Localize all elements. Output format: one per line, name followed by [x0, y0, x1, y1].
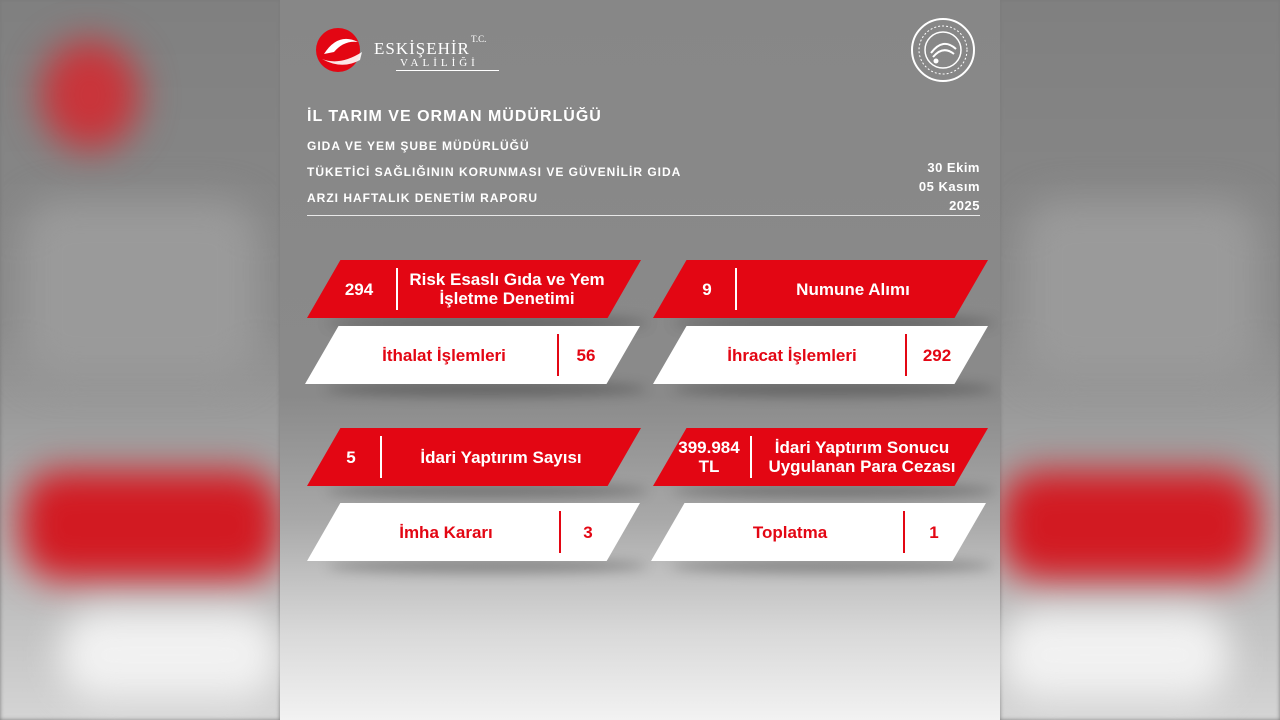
card-shadow: [673, 484, 995, 498]
logo-name: ESKİŞEHİR: [374, 39, 470, 58]
logo-rule: [396, 70, 499, 71]
stat-label: İthalat İşlemleri: [382, 345, 506, 365]
backdrop-blob: [20, 470, 280, 580]
stat-value: 294: [344, 279, 374, 299]
stat-divider: [750, 436, 752, 478]
stat-divider: [735, 268, 737, 310]
card-shadow: [327, 484, 648, 498]
stat-card-ceza: [653, 428, 988, 486]
stat-card-ihracat: [653, 326, 988, 384]
backdrop-blob: [60, 610, 280, 700]
stat-card-ithalat: [305, 326, 640, 384]
stat-value: 56: [576, 345, 596, 365]
card-shadow: [673, 382, 995, 396]
stat-card-imha: [307, 503, 640, 561]
backdrop-blob: [1020, 200, 1260, 380]
stat-value: 3: [583, 522, 593, 542]
card-shadow: [325, 382, 647, 396]
date-end: 05 Kasım: [918, 179, 980, 194]
eskisehir-logo-icon: [314, 26, 366, 78]
stat-label: Risk Esaslı Gıda ve Yem İşletme Denetimi: [409, 270, 605, 308]
stat-value: 399.984 TL: [678, 438, 740, 476]
stat-label: Toplatma: [752, 522, 828, 542]
stat-card-toplatma: [651, 503, 986, 561]
date-year: 2025: [949, 198, 980, 213]
card-shadow: [671, 559, 993, 573]
header-divider: [307, 215, 980, 216]
stat-card-risk: [307, 260, 641, 318]
report-poster: [280, 0, 1000, 720]
backdrop-blob: [20, 200, 260, 380]
stat-divider: [380, 436, 382, 478]
stat-label: İdari Yaptırım Sayısı: [420, 447, 582, 467]
backdrop-blob: [1000, 610, 1230, 700]
stat-divider: [557, 334, 559, 376]
stat-card-idari: [307, 428, 641, 486]
date-start: 30 Ekim: [927, 160, 980, 175]
ministry-seal-icon: [910, 17, 976, 83]
card-shadow: [327, 559, 647, 573]
stat-divider: [903, 511, 905, 553]
stat-value: 1: [929, 522, 939, 542]
stat-label: İhracat İşlemleri: [727, 345, 857, 365]
header-line-4: ARZI HAFTALIK DENETİM RAPORU: [307, 191, 539, 205]
stat-divider: [559, 511, 561, 553]
stat-label: İmha Kararı: [399, 522, 493, 542]
logo-subtitle: VALİLİĞİ: [400, 57, 479, 69]
stat-label: Numune Alımı: [796, 279, 910, 299]
stat-value: 292: [922, 345, 952, 365]
header-title: İL TARIM VE ORMAN MÜDÜRLÜĞÜ: [307, 108, 602, 125]
eskisehir-valiligi-logo: [314, 26, 487, 74]
stat-value: 5: [346, 447, 356, 467]
stat-divider: [905, 334, 907, 376]
header-line-2: GIDA VE YEM ŞUBE MÜDÜRLÜĞÜ: [307, 139, 530, 153]
stat-value: 9: [702, 279, 712, 299]
stat-label: İdari Yaptırım Sonucu Uygulanan Para Cezası: [768, 438, 956, 476]
header-line-3: TÜKETİCİ SAĞLIĞININ KORUNMASI VE GÜVENİLİR GIDA: [307, 165, 682, 179]
report-date: [919, 158, 980, 215]
backdrop-blob: [40, 40, 140, 150]
logo-tc: T.C.: [471, 34, 487, 44]
backdrop-blob: [1000, 470, 1260, 580]
stat-divider: [396, 268, 398, 310]
stat-card-numune: [653, 260, 988, 318]
